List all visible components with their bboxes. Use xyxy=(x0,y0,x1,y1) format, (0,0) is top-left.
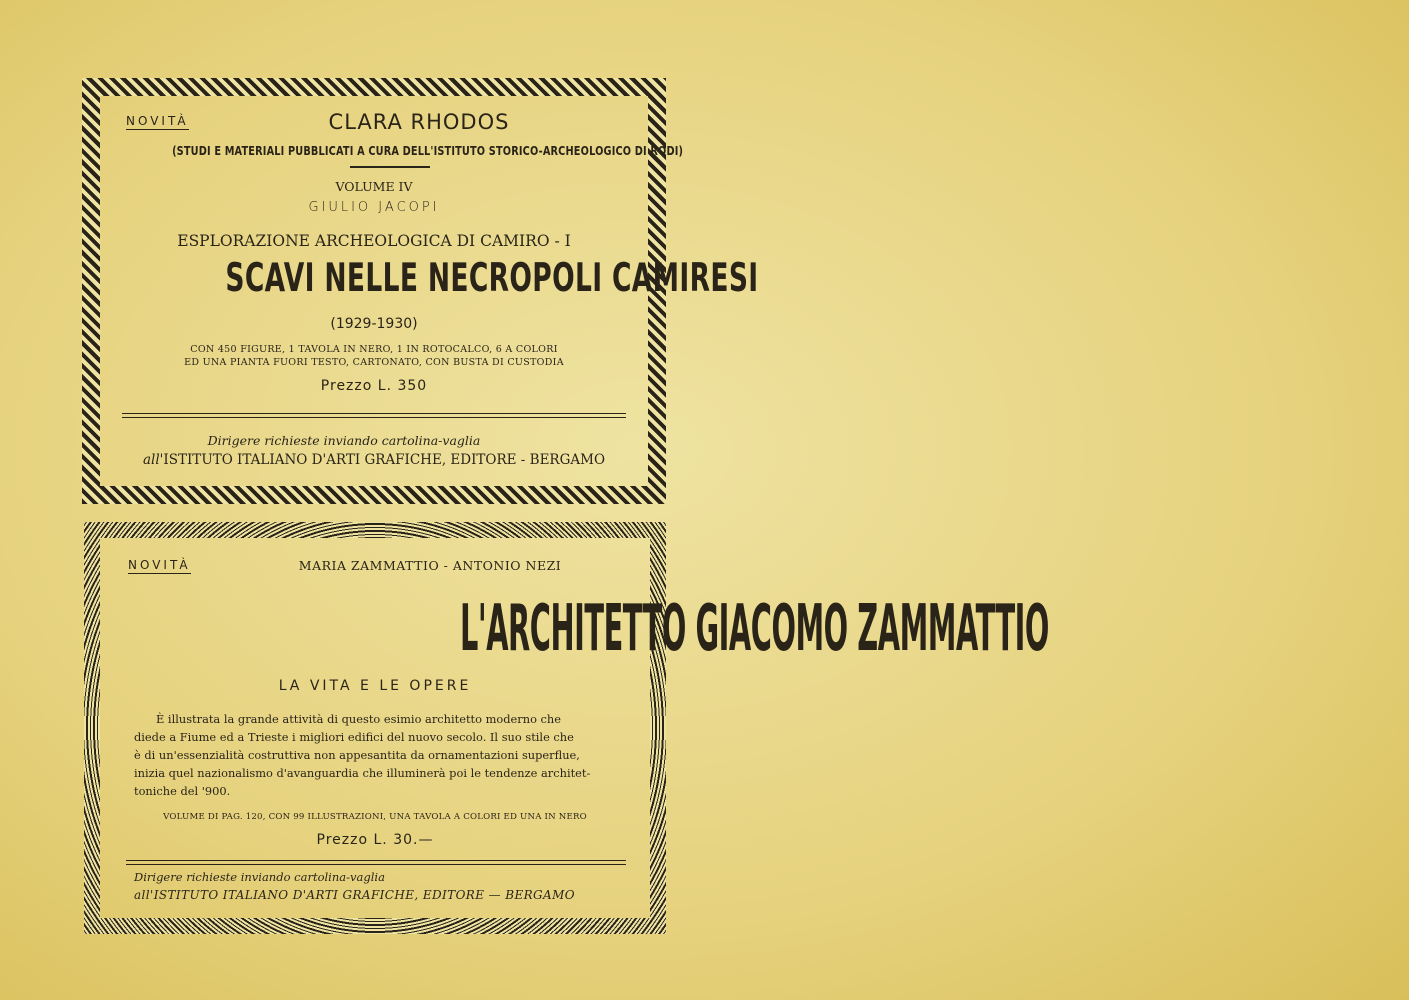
order-line-1: Dirigere richieste inviando cartolina-vaglia xyxy=(207,433,481,448)
divider xyxy=(350,166,430,168)
main-title: SCAVI NELLE NECROPOLI CAMIRESI xyxy=(225,256,759,301)
body-line: toniche del '900. xyxy=(134,784,231,798)
series-title: CLARA RHODOS xyxy=(328,110,510,134)
details: VOLUME DI PAG. 120, CON 99 ILLUSTRAZIONI, UNA TAVOLA A COLORI ED UNA IN NERO xyxy=(163,812,587,822)
price: Prezzo L. 30.— xyxy=(316,832,434,848)
price: Prezzo L. 350 xyxy=(320,378,428,394)
volume-label: VOLUME IV xyxy=(335,179,413,194)
main-title-wrap xyxy=(100,256,759,301)
authors: MARIA ZAMMATTIO - ANTONIO NEZI xyxy=(298,558,562,573)
series-subtitle: (STUDI E MATERIALI PUBBLICATI A CURA DELL'ISTITUTO STORICO-ARCHEOLOGICO DI RODI) xyxy=(172,143,684,158)
body-line: diede a Fiume ed a Trieste i migliori edifici del nuovo secolo. Il suo stile che xyxy=(134,730,574,744)
order-line-1: Dirigere richieste inviando cartolina-vaglia xyxy=(134,870,385,884)
order-line-2-wrap xyxy=(100,452,648,468)
subtitle: LA VITA E LE OPERE xyxy=(278,678,472,694)
double-rule xyxy=(122,413,626,418)
author-name: GIULIO JACOPI xyxy=(308,200,440,215)
details-line-2: ED UNA PIANTA FUORI TESTO, CARTONATO, CON BUSTA DI CUSTODIA xyxy=(184,357,564,368)
novita-label: NOVITÀ xyxy=(128,558,191,572)
description xyxy=(134,710,624,800)
body-line: è di un'essenzialità costruttiva non appesantita da ornamentazioni superflue, xyxy=(134,748,580,762)
order-line-2: ISTITUTO ITALIANO D'ARTI GRAFICHE, EDITORE - BERGAMO xyxy=(163,452,606,468)
years: (1929-1930) xyxy=(330,316,418,332)
double-rule xyxy=(126,860,626,865)
main-title: L'ARCHITETTO GIACOMO ZAMMATTIO xyxy=(459,592,1049,666)
advert-clara-rhodos xyxy=(82,78,759,504)
work-line: ESPLORAZIONE ARCHEOLOGICA DI CAMIRO - I xyxy=(177,232,571,250)
order-prefix: all' xyxy=(142,452,164,468)
series-subtitle-wrap xyxy=(100,140,684,159)
body-line: inizia quel nazionalismo d'avanguardia che illuminerà poi le tendenze architet- xyxy=(134,766,591,780)
novita-label: NOVITÀ xyxy=(126,114,189,128)
body-line: È illustrata la grande attività di questo esimio architetto moderno che xyxy=(156,712,562,726)
order-line-2: all'ISTITUTO ITALIANO D'ARTI GRAFICHE, EDITORE — BERGAMO xyxy=(134,888,576,902)
main-title-wrap xyxy=(100,592,1049,666)
details-line-1: CON 450 FIGURE, 1 TAVOLA IN NERO, 1 IN ROTOCALCO, 6 A COLORI xyxy=(190,344,558,355)
advert-zammattio xyxy=(84,522,1049,934)
